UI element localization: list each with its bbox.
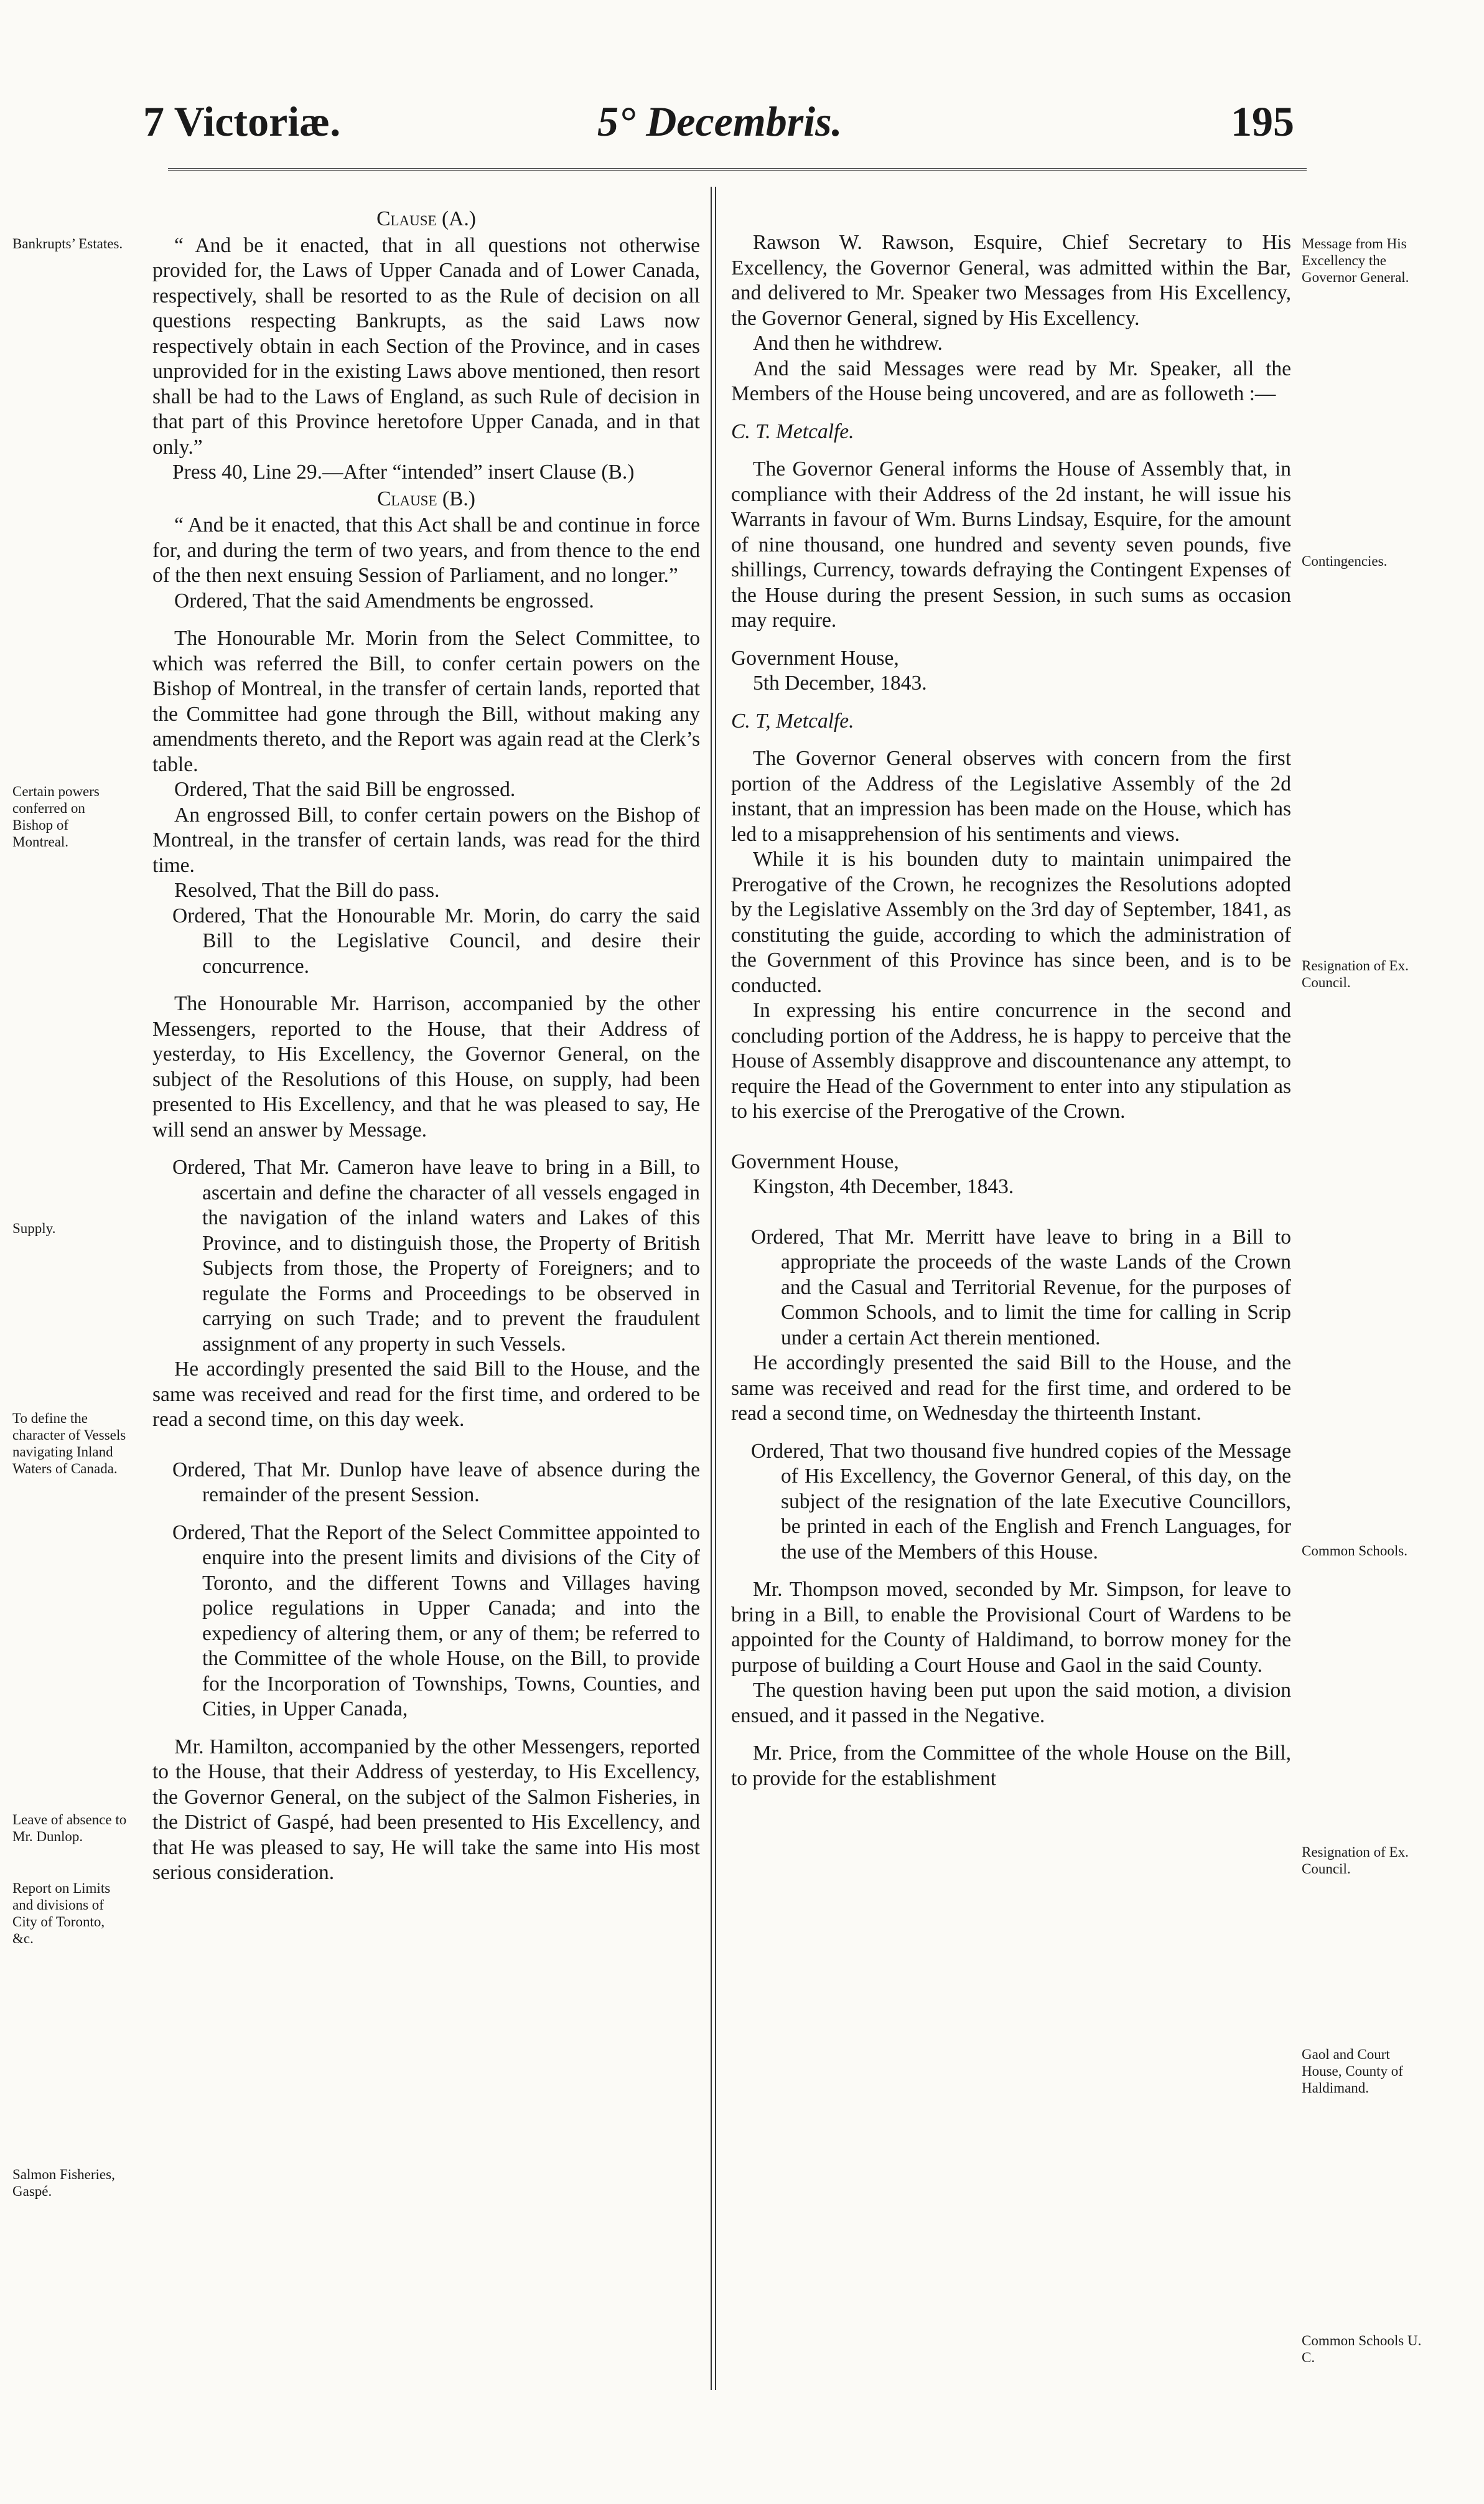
column-divider (711, 187, 716, 2390)
cameron-presented: He accordingly presented the said Bill to the House, and the same was received and read for the first time, and ordered to be read a second time, on this day week. (152, 1358, 700, 1431)
margin-note-bankrupts: Bankrupts’ Estates. (12, 236, 123, 251)
signature-1: C. T. Metcalfe. (731, 420, 854, 443)
clause-b-text: “ And be it enacted, that this Act shall be and continue in force for, and during the term of two years, and from thence to the end of the then next ensuing Session of Parliament, and no longer.” (152, 513, 700, 587)
hamilton-report: Mr. Hamilton, accompanied by the other Messengers, reported to the House, that their Address of yesterday, to His Excellency, the Governor General, on the subject of the Salmon Fisheries, in the District of Gaspé, had been presented to His Excellency, and that He was pleased to say, He will take the same into His most serious consideration. (152, 1735, 700, 1884)
resolved-pass: Resolved, That the Bill do pass. (174, 879, 440, 902)
margin-note-gaol-court: Gaol and Court House, County of Haldimand. (1302, 2047, 1403, 2096)
margin-note-common-schools: Common Schools. (1302, 1543, 1407, 1559)
margin-note-leave-absence: Leave of absence to Mr. Dunlop. (12, 1812, 127, 1844)
clause-a-text: “ And be it enacted, that in all questions not otherwise provided for, the Laws of Upper Canada and of Lower Canada, respectively, shall be resorted to as the Rule of decision on all questions respecting Bankrupts, as the said Laws now respectively obtain in each Section of the Province, and in cases unprovided for in the existing Laws above mentioned, then resort shall be had to the Laws of England, as such Rule of decision in that part of this Province heretofore Upper Canada, and in that only.” (152, 233, 700, 459)
margin-note-resignation-2: Resignation of Ex. Council. (1302, 1844, 1409, 1877)
regnal-year: 7 Victoriæ. (143, 98, 341, 145)
question-put: The question having been put upon the said motion, a division ensued, and it passed in the Negative. (731, 1679, 1291, 1727)
date-1: 5th December, 1843. (753, 672, 927, 695)
message-2a: The Governor General observes with concern from the first portion of the Address of the Legislative Assembly of the 2d instant, that an impression has been made on the House, which has led to a misapprehension of his sentiments and views. (731, 747, 1291, 846)
date-2: Kingston, 4th December, 1843. (753, 1175, 1014, 1198)
page-number: 195 (1231, 98, 1294, 145)
price-report: Mr. Price, from the Committee of the whole House on the Bill, to provide for the establishment (731, 1742, 1291, 1790)
margin-note-toronto-report: Report on Limits and divisions of City of Toronto, &c. (12, 1880, 111, 1946)
margin-note-common-schools-uc: Common Schools U. C. (1302, 2333, 1422, 2365)
right-column (731, 205, 1291, 1791)
thompson-moved: Mr. Thompson moved, seconded by Mr. Simpson, for leave to bring in a Bill, to enable the Provisional Court of Wardens to be appointed for the County of Haldimand, to borrow money for the purpose of building a Court House and Gaol in the said County. (731, 1578, 1291, 1677)
morin-report: The Honourable Mr. Morin from the Select Committee, to which was referred the Bill, to confer certain powers on the Bishop of Montreal, in the transfer of certain lands, reported that the Committee had gone through the Bill, without making any amendments thereto, and the Report was again read at the Clerk’s table. (152, 627, 700, 776)
message-2b: While it is his bounden duty to maintain unimpaired the Prerogative of the Crown, he recognizes the Resolutions adopted by the Legislative Assembly on the 3rd day of September, 1841, as constituting the guide, according to which the administration of the Government of this Province has since been, and is to be conducted. (731, 848, 1291, 997)
ordered-carry: Ordered, That the Honourable Mr. Morin, do carry the said Bill to the Legislative Council, and desire their concurrence. (172, 904, 700, 978)
date-heading: 5° Decembris. (597, 98, 842, 145)
cameron-ordered: Ordered, That Mr. Cameron have leave to bring in a Bill, to ascertain and define the character of all vessels engaged in the navigation of the inland waters and Lakes of this Province, and to distinguish those, the Property of British Subjects from those, the Property of Foreigners; and to regulate the Forms and Proceedings to be observed in carrying on such Trade; and to prevent the fraudulent assignment of any property in such Vessels. (172, 1156, 700, 1356)
clause-a-heading: Clause (A.) (376, 207, 476, 230)
press-line: Press 40, Line 29.—After “intended” insert Clause (B.) (172, 461, 635, 484)
merritt-ordered: Ordered, That Mr. Merritt have leave to bring in a Bill to appropriate the proceeds of the waste Lands of the Crown and the Casual and Territorial Revenue, for the purposes of Common Schools, and to limit the time for calling in Scrip under a certain Act therein mentioned. (751, 1225, 1291, 1349)
margin-note-salmon: Salmon Fisheries, Gaspé. (12, 2167, 115, 2199)
government-house-1: Government House, (731, 646, 899, 670)
ordered-engrossed: Ordered, That the said Bill be engrossed. (174, 778, 516, 801)
harrison-report: The Honourable Mr. Harrison, accompanied by the other Messengers, reported to the House, that their Address of yesterday, to His Excellency, the Governor General, on the subject of the Resolutions of this House, on supply, had been presented to His Excellency, and that he was pleased to say, He will send an answer by Message. (152, 992, 700, 1142)
header-rule (168, 168, 1307, 172)
dunlop-ordered: Ordered, That Mr. Dunlop have leave of absence during the remainder of the present Session. (172, 1458, 700, 1506)
margin-note-certain-powers: Certain powers conferred on Bishop of Montreal. (12, 784, 100, 850)
margin-note-contingencies: Contingencies. (1302, 553, 1388, 569)
page-header (143, 93, 1294, 149)
read-by-speaker: And the said Messages were read by Mr. Speaker, all the Members of the House being uncovered, and are as followeth :— (731, 357, 1291, 405)
merritt-presented: He accordingly presented the said Bill to the House, and the same was received and read for the first time, and ordered to be read a second time, on Wednesday the thirteenth Instant. (731, 1351, 1291, 1425)
message-2c: In expressing his entire concurrence in the second and concluding portion of the Address, he is happy to perceive that the House of Assembly disapprove and discountenance any attempt, to require the Head of the Government to enter into any stipulation as to his exercise of the Prerogative of the Crown. (731, 999, 1291, 1123)
government-house-2: Government House, (731, 1150, 899, 1173)
clause-b-heading: Clause (B.) (377, 487, 475, 510)
copies-ordered: Ordered, That two thousand five hundred copies of the Message of His Excellency, the Governor General, of this day, on the subject of the resignation of the late Executive Councillors, be printed in each of the English and French Languages, for the use of the Members of this House. (751, 1439, 1291, 1564)
withdrew: And then he withdrew. (753, 332, 943, 355)
margin-note-supply: Supply. (12, 1221, 56, 1236)
rawson-intro: Rawson W. Rawson, Esquire, Chief Secretary to His Excellency, the Governor General, was admitted within the Bar, and delivered to Mr. Speaker two Messages from His Excellency, the Governor General, signed by His Excellency. (731, 231, 1291, 330)
signature-2: C. T, Metcalfe. (731, 709, 854, 733)
left-column (152, 205, 700, 1886)
ordered-amendments: Ordered, That the said Amendments be engrossed. (174, 589, 594, 612)
margin-note-vessels: To define the character of Vessels navigating Inland Waters of Canada. (12, 1410, 126, 1476)
toronto-ordered: Ordered, That the Report of the Select Committee appointed to enquire into the present limits and divisions of the City of Toronto, and the different Towns and Villages having police regulations in Upper Canada; and into the expediency of altering them, or any of them; be referred to the Committee of the whole House, on the Bill, to provide for the Incorporation of Townships, Towns, Counties, and Cities, in Upper Canada, (172, 1521, 700, 1720)
margin-note-resignation-1: Resignation of Ex. Council. (1302, 958, 1409, 990)
margin-note-message-from-excellency: Message from His Excellency the Governor General. (1302, 236, 1409, 285)
message-1: The Governor General informs the House of Assembly that, in compliance with their Address of the 2d instant, he will issue his Warrants in favour of Wm. Burns Lindsay, Esquire, for the amount of nine thousand, one hundred and seventy seven pounds, five shillings, Currency, towards defraying the Contingent Expenses of the House during the present Session, in such sums as occasion may require. (731, 457, 1291, 632)
engrossed-bill: An engrossed Bill, to confer certain powers on the Bishop of Montreal, in the transfer of certain lands, was read for the third time. (152, 803, 700, 877)
